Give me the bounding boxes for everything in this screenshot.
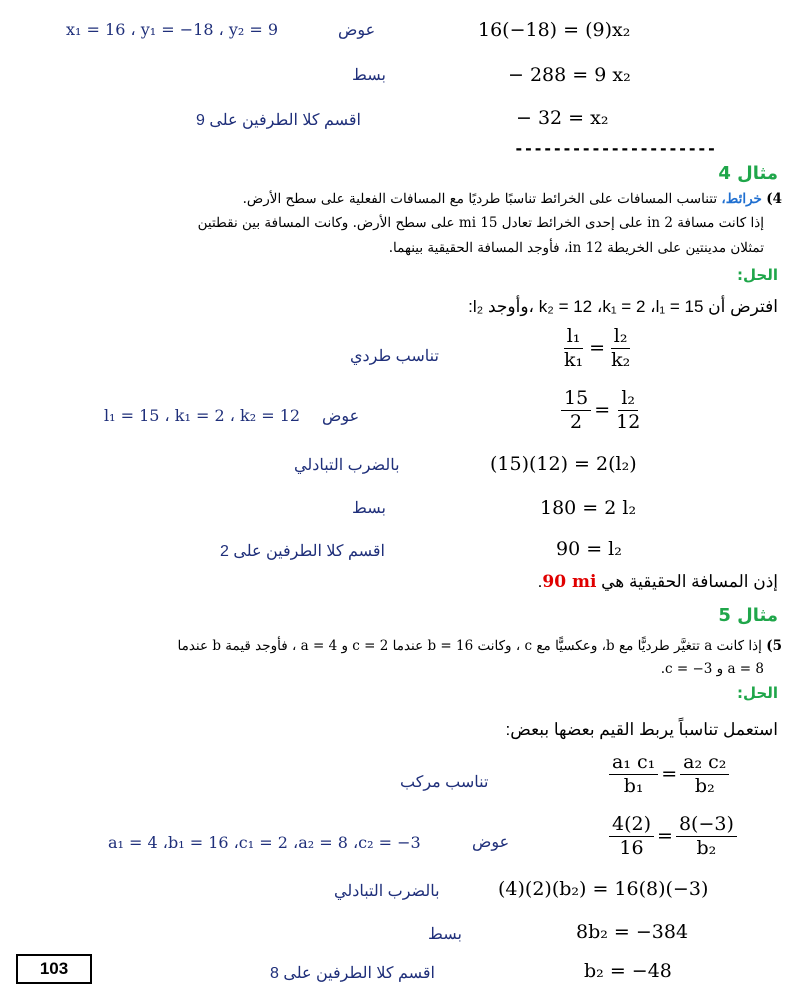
- substitution-values: l₁ = 15 ، k₁ = 2 ، k₂ = 12: [104, 406, 301, 425]
- page-number: 103: [16, 954, 92, 984]
- problem-number: 4): [766, 191, 782, 207]
- problem-text: تتناسب المسافات على الخرائط تناسبًا طرديًا مع المسافات الفعلية على سطح الأرض.: [242, 191, 718, 207]
- problem-number: 5): [766, 638, 782, 654]
- problem-keyword: خرائط،: [721, 191, 762, 207]
- equation-row-1: 16(−18) = (9)x₂: [478, 19, 631, 41]
- result-equation: 90 = l₂: [556, 538, 622, 560]
- solution-label: الحل:: [737, 266, 778, 284]
- cross-multiply-equation: (4)(2)(b₂) = 16(8)(−3): [498, 878, 709, 900]
- cross-multiply-note: بالضرب التبادلي: [294, 457, 400, 474]
- intro-text: استعمل تناسباً يربط القيم بعضها ببعض:: [505, 720, 778, 739]
- substitution-note: عوض: [338, 22, 376, 39]
- simplify-note: بسط: [428, 926, 462, 943]
- substitution-values: x₁ = 16 ، y₁ = −18 ، y₂ = 9: [66, 20, 279, 39]
- proportion-equation: $\frac{\text{l₁}}{\text{k₁}}$ = $\frac{\text{l₂}}{\text{k₂}}$: [558, 326, 636, 371]
- problem-text: إذا كانت a تتغيَّر طرديًّا مع b، وعكسيًّا مع c ، وكانت b = 16 عندما c = 2 و a = 4 ، فأوجد قيمة b عندما: [177, 638, 762, 654]
- result-equation: b₂ = −48: [584, 960, 672, 982]
- dashed-divider: ---------------------: [514, 139, 717, 158]
- assumption-text: افترض أن k₂ = 12 ،k₁ = 2 ،l₁ = 15 ،وأوجد l₂:: [468, 297, 778, 316]
- simplified-equation: 8b₂ = −384: [576, 921, 689, 943]
- compound-proportion-equation: $\frac{\text{a₁ c₁}}{\text{b₁}}$ = $\frac{\text{a₂ c₂}}{\text{b₂}}$: [606, 752, 732, 797]
- substitution-note: عوض: [322, 408, 360, 425]
- substituted-compound-proportion: $\frac{4(2)}{16}$ = $\frac{8(-3)}{\text{b₂}}$: [606, 814, 740, 859]
- cross-multiply-note: بالضرب التبادلي: [334, 883, 440, 900]
- conclusion: إذن المسافة الحقيقية هي 90 mi.: [537, 572, 778, 592]
- simplified-equation: 180 = 2 l₂: [540, 497, 637, 519]
- substituted-proportion: $\frac{15}{2}$ = $\frac{\text{l₂}}{12}$: [558, 388, 646, 433]
- substitution-values: a₁ = 4 ،b₁ = 16 ،c₁ = 2 ،a₂ = 8 ،c₂ = −3: [108, 833, 421, 852]
- divide-note: اقسم كلا الطرفين على 9: [196, 112, 361, 129]
- simplify-note: بسط: [352, 67, 386, 84]
- substitution-note: عوض: [472, 834, 510, 851]
- example-5-line-2: a = 8 و c = −3.: [660, 661, 764, 677]
- cross-multiply-equation: (15)(12) = 2(l₂): [490, 453, 637, 475]
- answer-value: 90 mi: [542, 572, 597, 592]
- compound-proportion-note: تناسب مركب: [400, 774, 489, 791]
- example-4-line-2: إذا كانت مسافة 2 in على إحدى الخرائط تعادل 15 mi على سطح الأرض. وكانت المسافة بين نقطتين: [197, 215, 764, 231]
- simplify-note: بسط: [352, 500, 386, 517]
- divide-note: اقسم كلا الطرفين على 2: [220, 543, 385, 560]
- example-4-line-1: [243, 191, 782, 207]
- direct-variation-note: تناسب طردي: [350, 348, 439, 365]
- example-5-line-1: [178, 638, 783, 654]
- example-5-title: مثال 5: [718, 605, 778, 626]
- solution-label: الحل:: [737, 684, 778, 702]
- fraction-left: $\frac{\text{l₁}}{\text{k₁}}$: [564, 325, 584, 371]
- equation-row-2: − 288 = 9 x₂: [508, 64, 631, 86]
- divide-note: اقسم كلا الطرفين على 8: [270, 965, 435, 982]
- example-4-line-3: تمثلان مدينتين على الخريطة 12 in، فأوجد المسافة الحقيقية بينهما.: [388, 240, 764, 256]
- fraction-right: $\frac{\text{l₂}}{\text{k₂}}$: [611, 325, 631, 371]
- example-4-title: مثال 4: [718, 163, 778, 184]
- equation-row-3: − 32 = x₂: [516, 107, 609, 129]
